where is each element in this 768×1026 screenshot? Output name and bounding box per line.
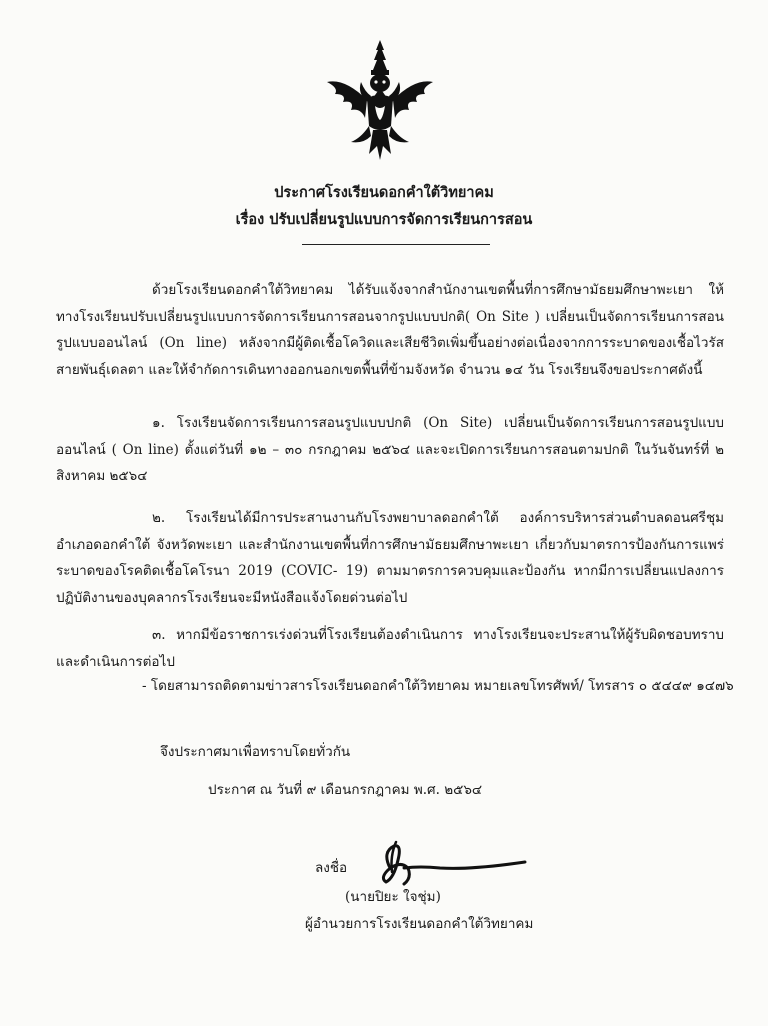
garuda-emblem-icon (321, 38, 439, 164)
title-divider (302, 244, 490, 245)
signature-label: ลงชื่อ (315, 860, 348, 876)
item-1-paragraph: ๑. โรงเรียนจัดการเรียนการสอนรูปแบบปกติ (On Site) เปลี่ยนเป็นจัดการเรียนการสอนรูปแบบออนไลน์ ( On line) ตั้งแต่วันที่ ๑๒ – ๓๐ กรกฎาคม ๒๕๖๔ และจะเปิดการเรียนการสอนตามปกติ ในวันจันทร์ที่ ๒ สิงหาคม ๒๕๖๔ (56, 415, 724, 484)
signer-position: ผู้อำนวยการโรงเรียนดอกคำใต้วิทยาคม (305, 916, 534, 932)
item-3-paragraph: ๓. หากมีข้อราชการเร่งด่วนที่โรงเรียนต้องดำเนินการ ทางโรงเรียนจะประสานให้ผู้รับผิดชอบทราบและดำเนินการต่อไป (56, 627, 724, 670)
announcement-subject: เรื่อง ปรับเปลี่ยนรูปแบบการจัดการเรียนการสอน (235, 211, 533, 228)
signer-name: (นายปิยะ ใจชุ่ม) (345, 889, 441, 905)
contact-line: - โดยสามารถติดตามข่าวสารโรงเรียนดอกคำใต้วิทยาคม หมายเลขโทรศัพท์/ โทรสาร ๐ ๕๔๔๙ ๑๔๗๖ (142, 678, 734, 694)
announcement-date: ประกาศ ณ วันที่ ๙ เดือนกรกฎาคม พ.ศ. ๒๕๖๔ (208, 782, 483, 798)
item-2-paragraph: ๒. โรงเรียนได้มีการประสานงานกับโรงพยาบาลดอกคำใต้ องค์การบริหารส่วนตำบลดอนศรีชุม อำเภอดอกคำใต้ จังหวัดพะเยา และสำนักงานเขตพื้นที่การศึกษามัธยมศึกษาพะเยา เกี่ยวกับมาตรการป้องกันการแพร่ระบาดของโรคติดเชื้อโคโรนา 2019 (COVIC- 19) ตามมาตรการควบคุมและป้องกัน หากมีการเปลี่ยนแปลงการปฏิบัติงานของบุคลากรโรงเรียนจะมีหนังสือแจ้งโดยด่วนต่อไป (56, 510, 724, 606)
intro-paragraph: ด้วยโรงเรียนดอกคำใต้วิทยาคม ได้รับแจ้งจากสำนักงานเขตพื้นที่การศึกษามัธยมศึกษาพะเยา ให้ทางโรงเรียนปรับเปลี่ยนรูปแบบการจัดการเรียนการสอนจากรูปแบบปกติ( On Site ) เปลี่ยนเป็นจัดการเรียนการสอนรูปแบบออนไลน์ (On line) หลังจากมีผู้ติดเชื้อโควิดและเสียชีวิตเพิ่มขึ้นอย่างต่อเนื่องจากการระบาดของเชื้อไวรัสสายพันธุ์เดลตา และให้จำกัดการเดินทางออกนอกเขตพื้นที่ข้ามจังหวัด จำนวน ๑๔ วัน โรงเรียนจึงขอประกาศดังนี้ (56, 282, 724, 378)
closing-statement: จึงประกาศมาเพื่อทราบโดยทั่วกัน (160, 744, 351, 760)
announcement-title: ประกาศโรงเรียนดอกคำใต้วิทยาคม (274, 184, 494, 201)
